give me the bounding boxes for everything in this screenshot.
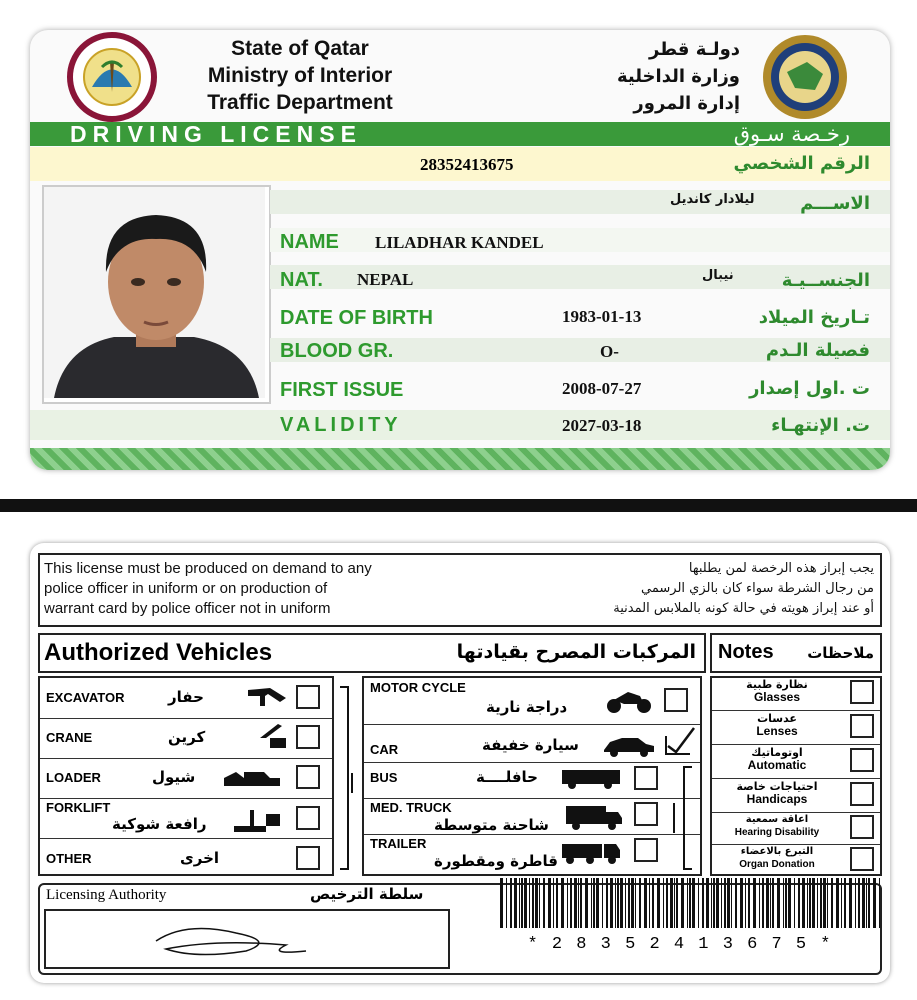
gcc-emblem-icon bbox=[755, 32, 855, 122]
nat-ar-label: الجنســيـة bbox=[781, 270, 870, 291]
title-band bbox=[30, 122, 890, 146]
barcode-bar bbox=[561, 878, 564, 928]
checkbox-excavator[interactable] bbox=[296, 685, 320, 709]
nat-value: NEPAL bbox=[357, 270, 414, 289]
vehicles-left-box bbox=[38, 676, 334, 876]
barcode-bar bbox=[849, 878, 852, 928]
notice-box bbox=[38, 553, 882, 627]
barcode-bar bbox=[783, 878, 784, 928]
checkbox-handicaps[interactable] bbox=[850, 782, 874, 806]
notes-en: Notes bbox=[718, 641, 774, 663]
dob-ar-label: تـاريخ الميلاد bbox=[758, 307, 870, 328]
signature-box bbox=[44, 909, 450, 969]
blood-label: BLOOD GR. bbox=[280, 340, 394, 362]
barcode-bar bbox=[827, 878, 828, 928]
barcode-bar bbox=[788, 878, 791, 928]
checkbox-glasses[interactable] bbox=[850, 680, 874, 704]
barcode-bar bbox=[687, 878, 688, 928]
barcode-bar bbox=[836, 878, 839, 928]
barcode-bar bbox=[578, 878, 579, 928]
barcode-bar bbox=[617, 878, 619, 928]
card-divider bbox=[0, 499, 917, 512]
barcode-bar bbox=[689, 878, 691, 928]
barcode-bar bbox=[676, 878, 678, 928]
notice-ar bbox=[613, 559, 874, 619]
person-photo-icon bbox=[44, 187, 265, 398]
notice-en-line: police officer in uniform or on production of bbox=[44, 580, 328, 597]
blood-ar-label: فصيلة الـدم bbox=[765, 340, 870, 361]
vehicle-label-en: LOADER bbox=[46, 770, 101, 785]
notes-box bbox=[710, 676, 882, 876]
barcode-bar bbox=[681, 878, 684, 928]
barcode-bar bbox=[602, 878, 603, 928]
barcode-bar bbox=[855, 878, 856, 928]
barcode-bar bbox=[862, 878, 865, 928]
vehicle-label-ar: دراجة نارية bbox=[486, 698, 568, 716]
checkbox-loader[interactable] bbox=[296, 765, 320, 789]
first-issue-value: 2008-07-27 bbox=[562, 379, 642, 398]
barcode-bar bbox=[519, 878, 520, 928]
vehicle-label-ar: شيول bbox=[152, 768, 196, 786]
barcode-bar bbox=[785, 878, 787, 928]
barcode-bar bbox=[670, 878, 673, 928]
vehicle-label-en: OTHER bbox=[46, 851, 92, 866]
checkbox-crane[interactable] bbox=[296, 725, 320, 749]
barcode-bar bbox=[873, 878, 876, 928]
checkbox-hearing[interactable] bbox=[850, 815, 874, 839]
loader-icon bbox=[220, 764, 290, 790]
notice-en-line: warrant card by police officer not in uniform bbox=[44, 600, 331, 617]
barcode-bar bbox=[866, 878, 867, 928]
header-ar bbox=[540, 36, 740, 117]
barcode-bar bbox=[807, 878, 808, 928]
name-value: LILADHAR KANDEL bbox=[375, 233, 544, 252]
checkbox-organ[interactable] bbox=[850, 847, 874, 871]
row-divider bbox=[364, 798, 700, 799]
barcode-bar bbox=[596, 878, 599, 928]
note-item bbox=[712, 712, 842, 738]
excavator-icon bbox=[220, 684, 290, 710]
row-divider bbox=[712, 744, 880, 745]
barcode-bar bbox=[666, 878, 668, 928]
barcode-bar bbox=[649, 878, 650, 928]
title-ar: رخـصة سـوق bbox=[733, 122, 850, 146]
first-issue-label: FIRST ISSUE bbox=[280, 379, 404, 401]
barcode-bar bbox=[631, 878, 634, 928]
bracket-right-icon bbox=[666, 763, 700, 873]
note-en: Hearing Disability bbox=[734, 827, 820, 838]
barcode-bar bbox=[663, 878, 664, 928]
barcode-bar bbox=[777, 878, 780, 928]
barcode-bar bbox=[606, 878, 608, 928]
first-issue-ar-label: ت .اول إصدار bbox=[749, 378, 870, 399]
id-label-ar: الرقم الشخصي bbox=[733, 153, 870, 174]
header-en-line: Ministry of Interior bbox=[207, 64, 393, 87]
barcode-bar bbox=[724, 878, 726, 928]
nat-ar-value: نيبال bbox=[702, 268, 734, 283]
name-label: NAME bbox=[280, 231, 339, 253]
barcode-bar bbox=[574, 878, 577, 928]
vehicle-label-en: MED. TRUCK bbox=[370, 800, 452, 815]
note-en: Lenses bbox=[756, 724, 798, 738]
qatar-emblem-icon bbox=[62, 32, 162, 122]
note-item bbox=[712, 746, 842, 772]
barcode-bar bbox=[506, 878, 507, 928]
checkbox-automatic[interactable] bbox=[850, 748, 874, 772]
note-en: Glasses bbox=[753, 690, 801, 704]
barcode-bar bbox=[510, 878, 512, 928]
vehicle-label-en: FORKLIFT bbox=[46, 800, 111, 815]
signature-icon bbox=[46, 911, 448, 967]
title-en: DRIVING LICENSE bbox=[70, 121, 362, 147]
vehicle-label-ar: كرين bbox=[168, 728, 206, 746]
vehicle-label-en: CAR bbox=[370, 742, 399, 757]
checkbox-trailer[interactable] bbox=[634, 838, 658, 862]
checkbox-bus[interactable] bbox=[634, 766, 658, 790]
barcode-bar bbox=[794, 878, 795, 928]
barcode-bar bbox=[831, 878, 833, 928]
truck-icon bbox=[564, 804, 624, 830]
checkbox-lenses[interactable] bbox=[850, 714, 874, 738]
motorcycle-icon bbox=[604, 686, 654, 714]
barcode-bar bbox=[762, 878, 764, 928]
vehicle-label-en: BUS bbox=[370, 770, 398, 785]
barcode-bar bbox=[809, 878, 811, 928]
notice-ar-line: يجب إبراز هذه الرخصة لمن يطلبها bbox=[688, 561, 874, 576]
barcode-bar bbox=[524, 878, 527, 928]
barcode-bar bbox=[745, 878, 746, 928]
barcode-bar bbox=[625, 878, 626, 928]
vehicle-label-en: MOTOR CYCLE bbox=[370, 680, 466, 695]
bus-icon bbox=[560, 766, 624, 790]
barcode-bar bbox=[535, 878, 538, 928]
barcode-bar bbox=[532, 878, 534, 928]
barcode-bar bbox=[556, 878, 558, 928]
checkbox-forklift[interactable] bbox=[296, 806, 320, 830]
barcode-bar bbox=[731, 878, 732, 928]
barcode-bar bbox=[698, 878, 699, 928]
row-divider bbox=[364, 762, 700, 763]
note-item bbox=[712, 845, 842, 871]
authorized-header bbox=[38, 633, 706, 673]
vehicle-label-ar: قاطرة ومقطورة bbox=[434, 852, 558, 870]
note-ar: اعاقة سمعية bbox=[745, 814, 809, 825]
barcode-bar bbox=[543, 878, 545, 928]
note-item bbox=[712, 813, 842, 839]
barcode-bar bbox=[615, 878, 616, 928]
barcode-text: * 2 8 3 5 2 4 1 3 6 7 5 * bbox=[527, 935, 833, 954]
checkmark-icon[interactable] bbox=[660, 726, 696, 756]
note-item bbox=[712, 678, 842, 704]
barcode-bar bbox=[553, 878, 554, 928]
header-ar-line: وزارة الداخلية bbox=[616, 66, 740, 87]
barcode-bar bbox=[580, 878, 582, 928]
barcode-bar bbox=[759, 878, 760, 928]
header-en bbox=[170, 35, 430, 116]
notice-en bbox=[44, 559, 372, 619]
checkbox-motorcycle[interactable] bbox=[664, 688, 688, 712]
security-pattern bbox=[30, 448, 890, 470]
vehicle-label-en: EXCAVATOR bbox=[46, 690, 125, 705]
barcode-bar bbox=[702, 878, 704, 928]
vehicle-label-ar: رافعة شوكية bbox=[112, 815, 207, 833]
nat-label: NAT. bbox=[280, 269, 323, 291]
notice-ar-line: أو عند إبراز هويته في حالة كونه بالملابس المدنية bbox=[613, 601, 874, 616]
barcode-bar bbox=[644, 878, 647, 928]
barcode-bar bbox=[748, 878, 750, 928]
barcode-bar bbox=[610, 878, 613, 928]
barcode-bar bbox=[868, 878, 870, 928]
note-ar: اوتوماتيك bbox=[751, 746, 803, 759]
barcode-bar bbox=[514, 878, 517, 928]
holder-photo bbox=[42, 185, 271, 404]
license-back bbox=[30, 543, 890, 983]
barcode-bar bbox=[591, 878, 592, 928]
vehicle-label-ar: اخرى bbox=[180, 849, 220, 867]
note-item bbox=[712, 780, 842, 806]
vehicle-label-en: CRANE bbox=[46, 730, 93, 745]
notice-en-line: This license must be produced on demand to any bbox=[44, 560, 372, 577]
barcode-bar bbox=[635, 878, 636, 928]
note-ar: عدسات bbox=[757, 712, 797, 725]
barcode-bar bbox=[674, 878, 675, 928]
vehicle-label-ar: حافلــــة bbox=[476, 768, 538, 786]
note-en: Automatic bbox=[747, 758, 807, 772]
barcode-bar bbox=[713, 878, 715, 928]
row-divider bbox=[364, 834, 700, 835]
barcode-bar bbox=[521, 878, 523, 928]
note-ar: احتياجات خاصة bbox=[736, 780, 818, 793]
id-number: 28352413675 bbox=[420, 155, 514, 174]
header-en-line: Traffic Department bbox=[207, 91, 393, 114]
barcode-bar bbox=[735, 878, 737, 928]
header-ar-line: دولـة قطر bbox=[648, 39, 740, 60]
barcode-bar bbox=[567, 878, 568, 928]
barcode-bar bbox=[766, 878, 769, 928]
barcode-bar bbox=[706, 878, 709, 928]
barcode-bar bbox=[772, 878, 774, 928]
bracket-icon bbox=[336, 683, 358, 873]
note-ar: نظارة طبية bbox=[746, 678, 808, 691]
blood-value: O- bbox=[600, 342, 619, 361]
authorized-ar: المركبات المصرح بقيادتها bbox=[456, 641, 696, 663]
id-row bbox=[30, 147, 890, 181]
barcode-bar bbox=[812, 878, 815, 928]
barcode-bar bbox=[529, 878, 530, 928]
licensing-ar: سلطة الترخيص bbox=[310, 885, 424, 903]
barcode-bar bbox=[628, 878, 630, 928]
validity-ar-label: ت. الإنتهـاء bbox=[771, 415, 870, 436]
barcode-bar bbox=[817, 878, 818, 928]
barcode-bar bbox=[798, 878, 800, 928]
checkbox-med-truck[interactable] bbox=[634, 802, 658, 826]
forklift-icon bbox=[230, 806, 290, 834]
dob-label: DATE OF BIRTH bbox=[280, 307, 433, 329]
vehicle-label-ar: شاحنة متوسطة bbox=[434, 816, 549, 834]
barcode-bar bbox=[879, 878, 880, 928]
vehicle-label-en: TRAILER bbox=[370, 836, 427, 851]
barcode-bar bbox=[620, 878, 623, 928]
row-divider bbox=[364, 724, 700, 725]
crane-icon bbox=[230, 722, 290, 750]
row-divider bbox=[40, 718, 332, 719]
header-ar-line: إدارة المرور bbox=[633, 93, 740, 114]
row-divider bbox=[40, 838, 332, 839]
validity-label: VALIDITY bbox=[280, 414, 402, 436]
name-ar-label: الاســـم bbox=[800, 193, 870, 214]
barcode-bar bbox=[500, 878, 503, 928]
row-divider bbox=[712, 710, 880, 711]
trailer-icon bbox=[560, 840, 624, 866]
barcode-bar bbox=[721, 878, 722, 928]
checkbox-other[interactable] bbox=[296, 846, 320, 870]
note-ar: التبرع بالاعضاء bbox=[740, 846, 814, 857]
barcode-bar bbox=[740, 878, 743, 928]
barcode-bar bbox=[639, 878, 641, 928]
licensing-en: Licensing Authority bbox=[46, 887, 167, 903]
barcode-bar bbox=[823, 878, 826, 928]
barcode-bar bbox=[727, 878, 730, 928]
license-front bbox=[30, 30, 890, 470]
validity-value: 2027-03-18 bbox=[562, 416, 642, 435]
authorized-en: Authorized Vehicles bbox=[44, 639, 273, 666]
barcode-bar bbox=[820, 878, 822, 928]
vehicles-mid-box bbox=[362, 676, 702, 876]
barcode-bar bbox=[570, 878, 572, 928]
row-stripe bbox=[270, 228, 890, 252]
barcode-bar bbox=[858, 878, 860, 928]
row-stripe bbox=[270, 190, 890, 214]
row-divider bbox=[712, 778, 880, 779]
barcode-bar bbox=[548, 878, 551, 928]
header-en-line: State of Qatar bbox=[231, 37, 369, 60]
barcode-icon bbox=[500, 878, 885, 928]
barcode-bar bbox=[692, 878, 695, 928]
barcode-bar bbox=[716, 878, 719, 928]
barcode-bar bbox=[802, 878, 805, 928]
vehicle-label-ar: حفار bbox=[168, 688, 204, 706]
note-en: Organ Donation bbox=[739, 859, 815, 870]
barcode-bar bbox=[770, 878, 771, 928]
notes-header bbox=[710, 633, 882, 673]
barcode-bar bbox=[753, 878, 756, 928]
row-divider bbox=[40, 798, 332, 799]
name-ar-value: ليلادار كانديل bbox=[670, 192, 755, 207]
barcode-bar bbox=[711, 878, 712, 928]
dob-value: 1983-01-13 bbox=[562, 307, 642, 326]
note-en: Handicaps bbox=[746, 792, 808, 806]
barcode-bar bbox=[841, 878, 842, 928]
barcode-bar bbox=[844, 878, 846, 928]
car-icon bbox=[600, 732, 656, 758]
barcode-bar bbox=[657, 878, 660, 928]
vehicle-label-ar: سيارة خفيفة bbox=[482, 736, 579, 754]
notes-ar: ملاحظات bbox=[807, 644, 874, 662]
validity-bar bbox=[30, 410, 890, 440]
barcode-bar bbox=[652, 878, 654, 928]
notice-ar-line: من رجال الشرطة سواء كان بالزي الرسمي bbox=[641, 581, 874, 596]
barcode-bar bbox=[539, 878, 540, 928]
row-divider bbox=[40, 758, 332, 759]
barcode-bar bbox=[593, 878, 595, 928]
barcode-bar bbox=[585, 878, 588, 928]
